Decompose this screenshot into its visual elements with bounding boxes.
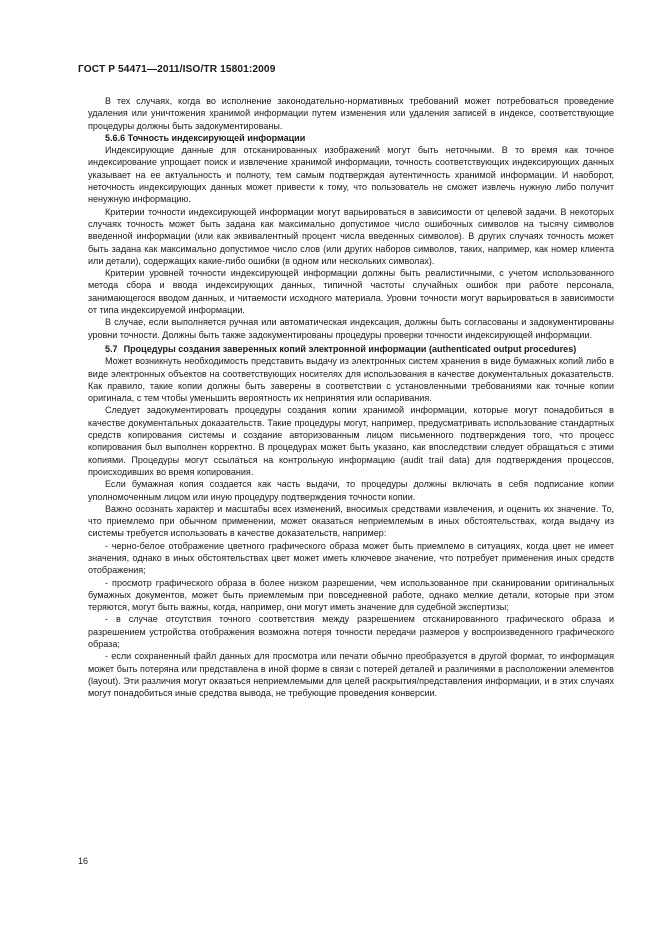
page-number: 16	[78, 856, 89, 866]
paragraph: Следует задокументировать процедуры создания копии хранимой информации, которые могут понадобиться в качестве документальных доказательств. Такие процедуры могут, например, предусматривать использование стандартных средств копирования системы и создание авторизованным лицом письменного подтверждения того, что процесс копирования был выполнен корректно. В процедурах может быть указано, как впоследствии следует обращаться с этими копиями. Процедуры могут ссылаться на контрольную информацию (audit trail data) для подтверждения процессов, происходивших во время копирования.	[88, 405, 614, 477]
section-heading-5-6-6: 5.6.6 Точность индексирующей информации	[105, 132, 306, 143]
paragraph: Индексирующие данные для отсканированных изображений могут быть неточными. В то время как точное индексирование упрощает поиск и извлечение хранимой информации, точность соответствующих индексирующих данных указывает на ее актуальность и полноту, тем самым подтверждая аутентичность хранимой информации. И наоборот, неточность индексирующих данных может привести к тому, что пользователь не сможет извлечь нужную либо получит ненужную информацию.	[88, 145, 614, 205]
document-header: ГОСТ Р 54471—2011/ISO/TR 15801:2009	[78, 64, 276, 75]
paragraph: Критерии точности индексирующей информации могут варьироваться в зависимости от целевой задачи. В некоторых случаях точность может быть задана как максимально допустимое число ошибочных символов на тысячу символов введенной информации (или как эквивалентный процент числа введенных символов). В других случаях точность может быть задана как максимально допустимое число слов (или других наборов символов, таких, например, как номер клиента или детали), содержащих какие-либо ошибки (в одном или нескольких символах).	[88, 206, 614, 266]
paragraph: Критерии уровней точности индексирующей информации должны быть реалистичными, с учетом использованного метода сбора и ввода индексирующих данных, типичной частоты случайных ошибок при работе персонала, занимающегося вводом данных, и читаемости исходного материала. Уровни точности могут варьироваться в зависимости от типа индексируемой информации.	[88, 268, 614, 316]
list-item: - в случае отсутствия точного соответствия между разрешением отсканированного графического образа и разрешением устройства отображения возможна потеря точности передачи размеров у воспроизведенного графического образа;	[88, 614, 614, 650]
section-heading-5-7	[88, 343, 614, 355]
paragraph: В тех случаях, когда во исполнение законодательно-нормативных требований может потребоваться проведение удаления или уничтожения хранимой информации путем изменения или удаления записей в индексе, соответствующие процедуры должны быть задокументированы.	[88, 96, 614, 131]
paragraph: Если бумажная копия создается как часть выдачи, то процедуры должны включать в себя подписание копии уполномоченным лицом или иную процедуру подтверждения точности копии.	[88, 479, 614, 502]
section-title: Процедуры создания заверенных копий электронной информации (authenticated output procedures)	[123, 343, 577, 354]
paragraph: Важно осознать характер и масштабы всех изменений, вносимых средствами извлечения, и оценить их значение. То, что приемлемо при обычном применении, может оказаться неприемлемым в иных обстоятельствах, когда выдачу из системы требуется использовать в качестве доказательств, например:	[88, 503, 614, 539]
document-body	[88, 95, 614, 700]
list-item: - если сохраненный файл данных для просмотра или печати обычно преобразуется в другой формат, то информация может быть потеряна или представлена в иной форме в связи с потерей деталей и различиями в расположении элементов (layout). Эти различия могут оказаться неприемлемыми для целей раскрытия/представления информации, и в этих случаях могут понадобиться иные средства вывода, не требующие проведения конверсии.	[88, 651, 614, 699]
paragraph: В случае, если выполняется ручная или автоматическая индексация, должны быть согласованы и задокументированы уровни точности. Должны быть также задокументированы процедуры проверки точности индексирующей информации.	[88, 317, 614, 340]
section-number: 5.7	[105, 343, 118, 354]
list-item: - черно-белое отображение цветного графического образа может быть приемлемо в ситуациях, когда цвет не имеет значения, однако в иных обстоятельствах цвет может иметь ключевое значение, что потребует применения иных средств отображения;	[88, 540, 614, 576]
list-item: - просмотр графического образа в более низком разрешении, чем использованное при сканировании оригинальных бумажных документов, может быть приемлемым при повседневной работе, однако мелкие детали, которые при этом теряются, могут быть важны, когда, например, они могут иметь значение для судебной экспертизы;	[88, 577, 614, 613]
paragraph: Может возникнуть необходимость представить выдачу из электронных систем хранения в виде бумажных копий либо в виде электронных объектов на соответствующих носителях для использования в качестве документальных доказательств. Как правило, такие копии должны быть заверены в соответствии с установленными требованиями как точные копии оригинала, с тем чтобы уменьшить вероятность их непринятия или оспаривания.	[88, 356, 614, 404]
